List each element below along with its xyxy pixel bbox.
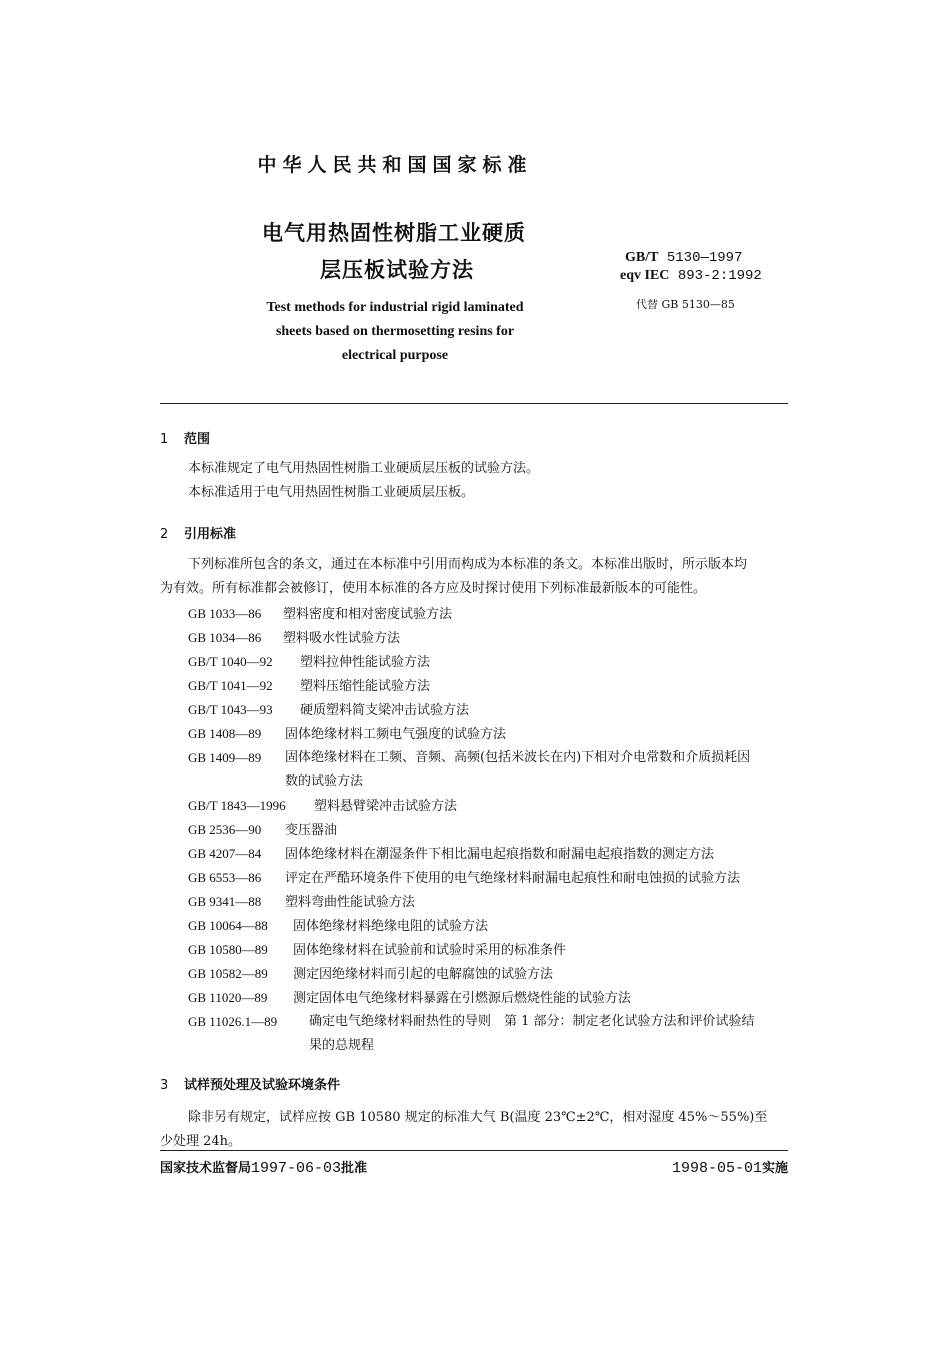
reference-title: 固体绝缘材料工频电气强度的试验方法	[285, 727, 507, 742]
reference-title: 测定固体电气绝缘材料暴露在引燃源后燃烧性能的试验方法	[293, 991, 632, 1006]
effective-date: 1998-05-01	[671, 1160, 762, 1177]
reference-item	[188, 986, 788, 1011]
reference-item	[188, 626, 788, 651]
section-1-paragraph-2: 本标准适用于电气用热固性树脂工业硬质层压板。	[188, 485, 475, 500]
reference-item	[188, 914, 788, 939]
reference-title-block	[309, 1010, 755, 1058]
standard-number-value: 5130—1997	[666, 250, 743, 266]
reference-code: GB 1409—89	[188, 750, 262, 765]
reference-code: GB 2536—90	[188, 822, 262, 837]
reference-title: 塑料拉伸性能试验方法	[300, 655, 431, 670]
reference-title-block	[285, 746, 750, 794]
reference-title: 固体绝缘材料在试验前和试验时采用的标准条件	[293, 943, 567, 958]
reference-code: GB 1034—86	[188, 630, 262, 645]
reference-title: 塑料吸水性试验方法	[283, 631, 401, 646]
reference-code: GB/T 1041—92	[188, 678, 273, 693]
section-2-title: 引用标准	[184, 527, 237, 542]
equivalent-prefix: eqv IEC	[620, 268, 670, 283]
reference-title: 测定因绝缘材料而引起的电解腐蚀的试验方法	[293, 967, 554, 982]
reference-title: 固体绝缘材料在潮湿条件下相比漏电起痕指数和耐漏电起痕指数的测定方法	[285, 847, 715, 862]
section-3-line2: 少处理 24h。	[160, 1134, 242, 1149]
approval-label: 批准	[341, 1161, 368, 1176]
reference-title: 硬质塑料简支梁冲击试验方法	[300, 703, 470, 718]
title-cn-line1: 电气用热固性树脂工业硬质	[262, 221, 526, 245]
issuing-authority: 国家技术监督局	[160, 1161, 252, 1176]
section-3-title: 试样预处理及试验环境条件	[184, 1078, 341, 1093]
footer-divider	[160, 1150, 788, 1151]
reference-code: GB/T 1843—1996	[188, 798, 286, 813]
reference-title: 塑料弯曲性能试验方法	[285, 895, 416, 910]
reference-title: 塑料密度和相对密度试验方法	[283, 607, 453, 622]
section-1-title: 范围	[184, 432, 211, 447]
section-1-paragraph-1: 本标准规定了电气用热固性树脂工业硬质层压板的试验方法。	[188, 461, 540, 476]
reference-code: GB/T 1040—92	[188, 654, 273, 669]
section-3-line1: 除非另有规定，试样应按 GB 10580 规定的标准大气 B(温度 23℃±2℃，相对湿度 45%～55%)至	[188, 1110, 768, 1125]
reference-item	[188, 890, 788, 915]
equivalent-number: 893-2:1992	[677, 268, 762, 284]
replaces-standard: 代替 GB 5130—85	[636, 298, 735, 311]
reference-item	[188, 650, 788, 675]
title-en-line1: Test methods for industrial rigid laminated	[266, 300, 524, 315]
standard-prefix: GB/T	[625, 250, 659, 265]
reference-item	[188, 722, 788, 747]
reference-code: GB/T 1043—93	[188, 702, 273, 717]
reference-code: GB 10580—89	[188, 942, 268, 957]
reference-title: 塑料压缩性能试验方法	[300, 679, 431, 694]
reference-title: 塑料悬臂梁冲击试验方法	[314, 799, 458, 814]
effective-info	[672, 1157, 788, 1177]
reference-code: GB 6553—86	[188, 870, 262, 885]
header-divider	[160, 403, 788, 404]
reference-item	[188, 962, 788, 987]
standard-number	[625, 250, 743, 266]
title-en-line3: electrical purpose	[341, 348, 449, 363]
reference-item	[188, 818, 788, 843]
reference-item	[188, 602, 788, 627]
reference-item	[188, 938, 788, 963]
reference-item	[188, 842, 788, 867]
title-cn-line2: 层压板试验方法	[320, 258, 474, 282]
reference-code: GB 4207—84	[188, 846, 262, 861]
reference-title: 固体绝缘材料在工频、音频、高频(包括米波长在内)下相对介电常数和介质损耗因	[285, 750, 751, 765]
section-2-intro-line1: 下列标准所包含的条文，通过在本标准中引用而构成为本标准的条文。本标准出版时，所示版本均	[188, 557, 748, 572]
section-2-heading	[160, 523, 236, 542]
reference-code: GB 1408—89	[188, 726, 262, 741]
national-standard-header: 中华人民共和国国家标准	[257, 154, 533, 176]
reference-item	[188, 794, 788, 819]
approval-date: 1997-06-03	[251, 1160, 342, 1177]
reference-title-continued: 果的总规程	[309, 1038, 375, 1053]
reference-item	[188, 1010, 788, 1058]
reference-code: GB 10064—88	[188, 918, 268, 933]
section-1-heading	[160, 428, 210, 447]
reference-item	[188, 866, 788, 891]
equivalent-standard	[620, 268, 762, 284]
reference-item	[188, 698, 788, 723]
effective-label: 实施	[761, 1161, 788, 1176]
reference-code: GB 10582—89	[188, 966, 268, 981]
reference-code: GB 11020—89	[188, 990, 268, 1005]
reference-code: GB 11026.1—89	[188, 1014, 278, 1029]
section-1-number: 1	[160, 432, 169, 447]
reference-title: 固体绝缘材料绝缘电阻的试验方法	[293, 919, 489, 934]
reference-title-continued: 数的试验方法	[285, 774, 364, 789]
section-2-intro-line2: 为有效。所有标准都会被修订，使用本标准的各方应及时探讨使用下列标准最新版本的可能性。	[160, 581, 707, 596]
approval-info	[160, 1157, 367, 1177]
section-3-heading	[160, 1074, 340, 1093]
reference-item	[188, 674, 788, 699]
reference-item	[188, 746, 788, 794]
reference-code: GB 9341—88	[188, 894, 262, 909]
title-en-line2: sheets based on thermosetting resins for	[275, 324, 515, 339]
reference-title: 确定电气绝缘材料耐热性的导则 第 1 部分：制定老化试验方法和评价试验结	[309, 1014, 755, 1029]
reference-code: GB 1033—86	[188, 606, 262, 621]
section-3-number: 3	[160, 1078, 169, 1093]
reference-title: 评定在严酷环境条件下使用的电气绝缘材料耐漏电起痕性和耐电蚀损的试验方法	[285, 871, 741, 886]
reference-title: 变压器油	[285, 823, 338, 838]
section-2-number: 2	[160, 527, 169, 542]
